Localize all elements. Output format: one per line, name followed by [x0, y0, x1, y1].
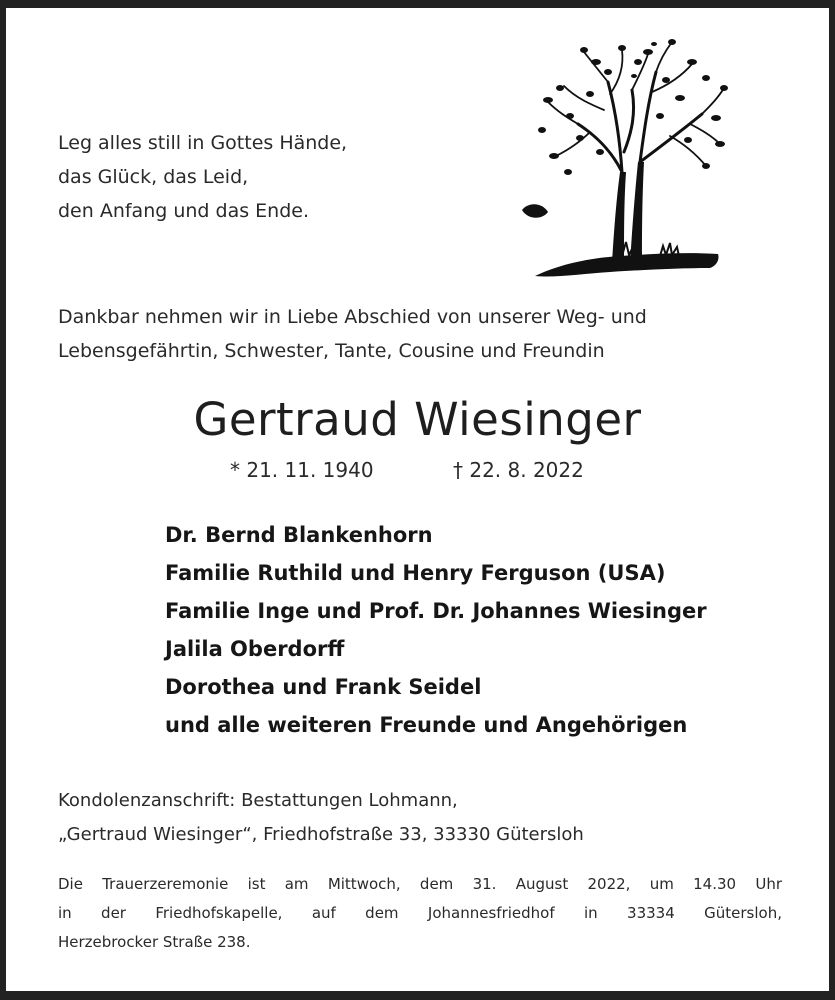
poem-line: den Anfang und das Ende.: [58, 200, 310, 222]
poem-line: das Glück, das Leid,: [58, 166, 249, 188]
mourner: und alle weiteren Freunde und Angehörigen: [165, 713, 688, 737]
mourner: Jalila Oberdorff: [165, 637, 345, 661]
mourner: Familie Inge und Prof. Dr. Johannes Wiesinger: [165, 599, 707, 623]
birth-date: * 21. 11. 1940: [230, 458, 374, 482]
condolence-address: [58, 784, 584, 852]
deceased-name: Gertraud Wiesinger: [193, 393, 642, 446]
poem-line: Leg alles still in Gottes Hände,: [58, 132, 348, 154]
intro-line: Lebensgefährtin, Schwester, Tante, Cousine und Freundin: [58, 340, 605, 362]
ceremony-line: Herzebrocker Straße 238.: [58, 933, 251, 951]
ceremony-info: [58, 870, 782, 957]
death-date: † 22. 8. 2022: [453, 458, 584, 482]
intro-line: Dankbar nehmen wir in Liebe Abschied von unserer Weg- und: [58, 306, 647, 328]
tree-icon: [520, 32, 732, 284]
address-line: Kondolenzanschrift: Bestattungen Lohmann,: [58, 790, 458, 811]
mourner: Dorothea und Frank Seidel: [165, 675, 482, 699]
mourner: Familie Ruthild und Henry Ferguson (USA): [165, 561, 666, 585]
poem: [58, 126, 347, 228]
mourners-list: [165, 516, 707, 744]
intro-text: [58, 300, 647, 368]
ceremony-line: Die Trauerzeremonie ist am Mittwoch, dem 31. August 2022, um 14.30 Uhr: [58, 875, 782, 893]
mourner: Dr. Bernd Blankenhorn: [165, 523, 433, 547]
address-line: „Gertraud Wiesinger“, Friedhofstraße 33, 33330 Gütersloh: [58, 824, 584, 845]
ceremony-line: in der Friedhofskapelle, auf dem Johannesfriedhof in 33334 Gütersloh,: [58, 904, 782, 922]
